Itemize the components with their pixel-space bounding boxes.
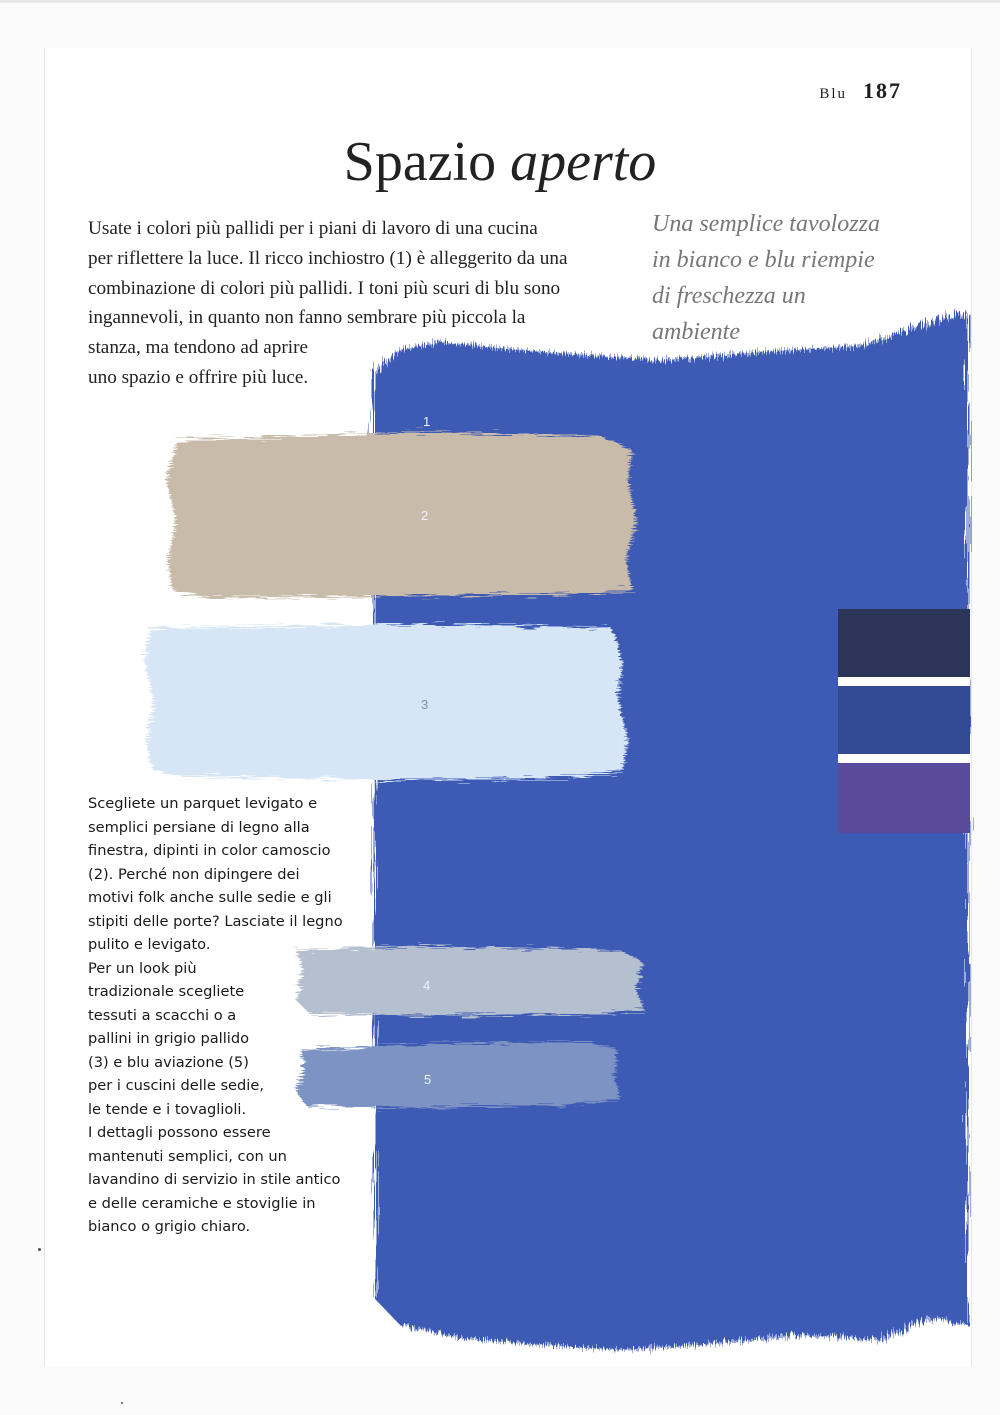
swatch-2-chamois — [166, 432, 636, 598]
body-line: e delle ceramiche e stoviglie in — [88, 1194, 316, 1212]
intro-line: ingannevoli, in quanto non fanno sembrare più piccola la — [88, 307, 526, 329]
body-line: tessuti a scacchi o a — [88, 1006, 237, 1024]
pull-quote-line: di freschezza un — [652, 283, 806, 309]
body-line: finestra, dipinti in color camoscio — [88, 842, 331, 859]
body-line: I dettagli possono essere — [88, 1124, 271, 1141]
body-line: per i cuscini delle sedie, — [88, 1077, 264, 1094]
swatch-3-pale-blue — [144, 624, 628, 780]
swatch-number: 2 — [421, 508, 429, 523]
page-number: 187 — [863, 78, 902, 103]
colour-chip — [838, 686, 970, 754]
title-regular: Spazio — [343, 131, 497, 193]
chip-divider — [838, 754, 970, 763]
body-line: semplici persiane di legno alla — [88, 818, 310, 836]
body-line: mantenuti semplici, con un — [88, 1147, 287, 1165]
pull-quote-line: in bianco e blu riempie — [652, 247, 875, 273]
colour-chip-strip — [838, 609, 970, 833]
pull-quote-line: ambiente — [652, 319, 740, 345]
body-line: lavandino di servizio in stile antico — [88, 1171, 341, 1188]
swatch-number: 4 — [423, 978, 431, 993]
swatch-number: 1 — [423, 414, 431, 429]
intro-line: per riflettere la luce. Il ricco inchiostro (1) è alleggerito da una — [88, 247, 568, 269]
section-name: Blu — [819, 86, 847, 102]
body-paragraph — [88, 792, 358, 1239]
intro-line: uno spazio e offrire più luce. — [88, 366, 309, 388]
body-line: le tende e i tovaglioli. — [88, 1100, 247, 1118]
intro-line: Usate i colori più pallidi per i piani di lavoro di una cucina — [88, 218, 538, 239]
colour-chip — [838, 609, 970, 677]
body-line: stipiti delle porte? Lasciate il legno — [88, 912, 343, 930]
swatch-number: 5 — [424, 1072, 432, 1087]
body-line: bianco o grigio chiaro. — [88, 1218, 251, 1235]
body-line: motivi folk anche sulle sedie e gli — [88, 889, 332, 906]
body-line: (3) e blu aviazione (5) — [88, 1053, 249, 1071]
pull-quote — [652, 206, 972, 350]
body-line: Scegliete un parquet levigato e — [88, 795, 318, 812]
body-line: pallini in grigio pallido — [88, 1030, 250, 1047]
colour-chip — [838, 763, 970, 833]
intro-line: stanza, ma tendono ad aprire — [88, 337, 309, 359]
chip-divider — [838, 677, 970, 686]
body-line: tradizionale scegliete — [88, 983, 245, 1000]
pull-quote-line: Una semplice tavolozza — [652, 211, 880, 237]
intro-line: combinazione di colori più pallidi. I toni più scuri di blu sono — [88, 277, 561, 299]
body-line: (2). Perché non dipingere dei — [88, 865, 300, 883]
body-line: pulito e levigato. — [88, 936, 211, 953]
swatch-number: 3 — [421, 697, 429, 712]
title-italic: aperto — [510, 131, 657, 193]
body-line: Per un look più — [88, 959, 197, 977]
